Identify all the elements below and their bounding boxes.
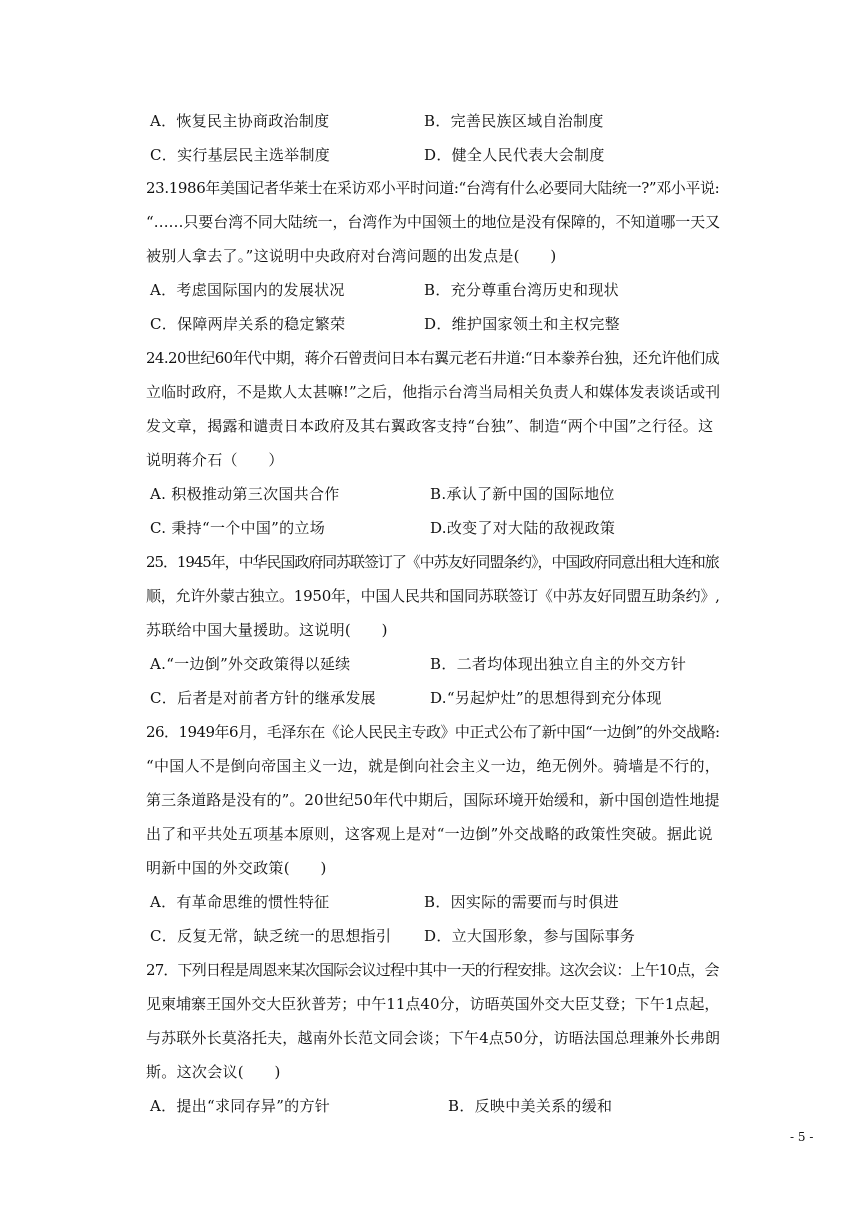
q27-stem-line-1: 27．下列日程是周恩来某次国际会议过程中其中一天的行程安排。这次会议：上午10点，会 <box>146 961 719 979</box>
q25-option-b: B．二者均体现出独立自主的外交方针 <box>430 655 687 673</box>
q26-option-c: C．反复无常，缺乏统一的思想指引 <box>150 927 392 945</box>
page-number: - 5 - <box>790 1130 814 1144</box>
q24-stem-line-3: 发文章，揭露和谴责日本政府及其右翼政客支持“台独”、制造“两个中国”之行径。这 <box>146 417 714 435</box>
q27-stem-line-4: 斯。这次会议( ) <box>146 1063 281 1081</box>
q26-stem-line-4: 出了和平共处五项基本原则，这客观上是对“一边倒”外交战略的政策性突破。据此说 <box>146 825 713 843</box>
q27-option-b: B．反映中美关系的缓和 <box>448 1097 613 1115</box>
q23-stem-line-2: “……只要台湾不同大陆统一，台湾作为中国领土的地位是没有保障的，不知道哪一天又 <box>146 213 720 231</box>
q26-option-a: A．有革命思维的惯性特征 <box>150 893 330 911</box>
q25-stem-line-1: 25．1945年，中华民国政府同苏联签订了《中苏友好同盟条约》，中国政府同意出租大连和旅 <box>146 553 719 571</box>
q24-stem-line-1: 24.20世纪60年代中期，蒋介石曾责问日本右翼元老石井道:“日本豢养台独，还允许他们成 <box>146 349 720 367</box>
q24-option-a: A. 积极推动第三次国共合作 <box>150 485 340 503</box>
q26-option-b: B．因实际的需要而与时俱进 <box>424 893 619 911</box>
q26-stem-line-3: 第三条道路是没有的”。20世纪50年代中期后，国际环境开始缓和，新中国创造性地提 <box>146 791 720 809</box>
q24-stem-line-4: 说明蒋介石（ ） <box>146 451 284 469</box>
q22-option-d: D．健全人民代表大会制度 <box>424 146 605 164</box>
q26-stem-line-5: 明新中国的外交政策( ) <box>146 859 327 877</box>
q25-option-c: C．后者是对前者方针的继承发展 <box>150 689 376 707</box>
q22-option-a: A．恢复民主协商政治制度 <box>150 112 330 130</box>
q23-stem-line-1: 23.1986年美国记者华莱士在采访邓小平时问道:“台湾有什么必要同大陆统一?”邓小平说: <box>146 179 720 197</box>
q26-stem-line-2: “中国人不是倒向帝国主义一边，就是倒向社会主义一边，绝无例外。骑墙是不行的， <box>146 757 721 775</box>
q23-option-b: B．充分尊重台湾历史和现状 <box>424 281 619 299</box>
q23-stem-line-3: 被别人拿去了。”这说明中央政府对台湾问题的出发点是( ) <box>146 247 557 265</box>
q22-option-b: B．完善民族区域自治制度 <box>424 112 604 130</box>
q26-stem-line-1: 26．1949年6月，毛泽东在《论人民民主专政》中正式公布了新中国“一边倒”的外交战略: <box>146 723 720 741</box>
q27-stem-line-3: 与苏联外长莫洛托夫，越南外长范文同会谈；下午4点50分，访晤法国总理兼外长弗朗 <box>146 1029 721 1047</box>
q23-option-a: A．考虑国际国内的发展状况 <box>150 281 345 299</box>
q25-option-a: A.“一边倒”外交政策得以延续 <box>150 655 351 673</box>
q23-option-d: D．维护国家领土和主权完整 <box>424 315 620 333</box>
q24-option-d: D.改变了对大陆的敌视政策 <box>430 519 616 537</box>
q24-stem-line-2: 立临时政府，不是欺人太甚嘛!”之后，他指示台湾当局相关负责人和媒体发表谈话或刊 <box>146 383 721 401</box>
q22-option-c: C．实行基层民主选举制度 <box>150 146 331 164</box>
q25-option-d: D.“另起炉灶”的思想得到充分体现 <box>430 689 662 707</box>
q25-stem-line-3: 苏联给中国大量援助。这说明( ) <box>146 621 388 639</box>
q23-option-c: C．保障两岸关系的稳定繁荣 <box>150 315 346 333</box>
q27-stem-line-2: 见柬埔寨王国外交大臣狄普芳；中午11点40分，访晤英国外交大臣艾登；下午1点起， <box>146 995 720 1013</box>
q25-stem-line-2: 顺，允许外蒙古独立。1950年，中国人民共和国同苏联签订《中苏友好同盟互助条约》, <box>146 587 720 605</box>
q26-option-d: D．立大国形象，参与国际事务 <box>424 927 636 945</box>
q24-option-c: C. 秉持“一个中国”的立场 <box>150 519 326 537</box>
q27-option-a: A．提出“求同存异”的方针 <box>150 1097 331 1115</box>
q24-option-b: B.承认了新中国的国际地位 <box>430 485 615 503</box>
